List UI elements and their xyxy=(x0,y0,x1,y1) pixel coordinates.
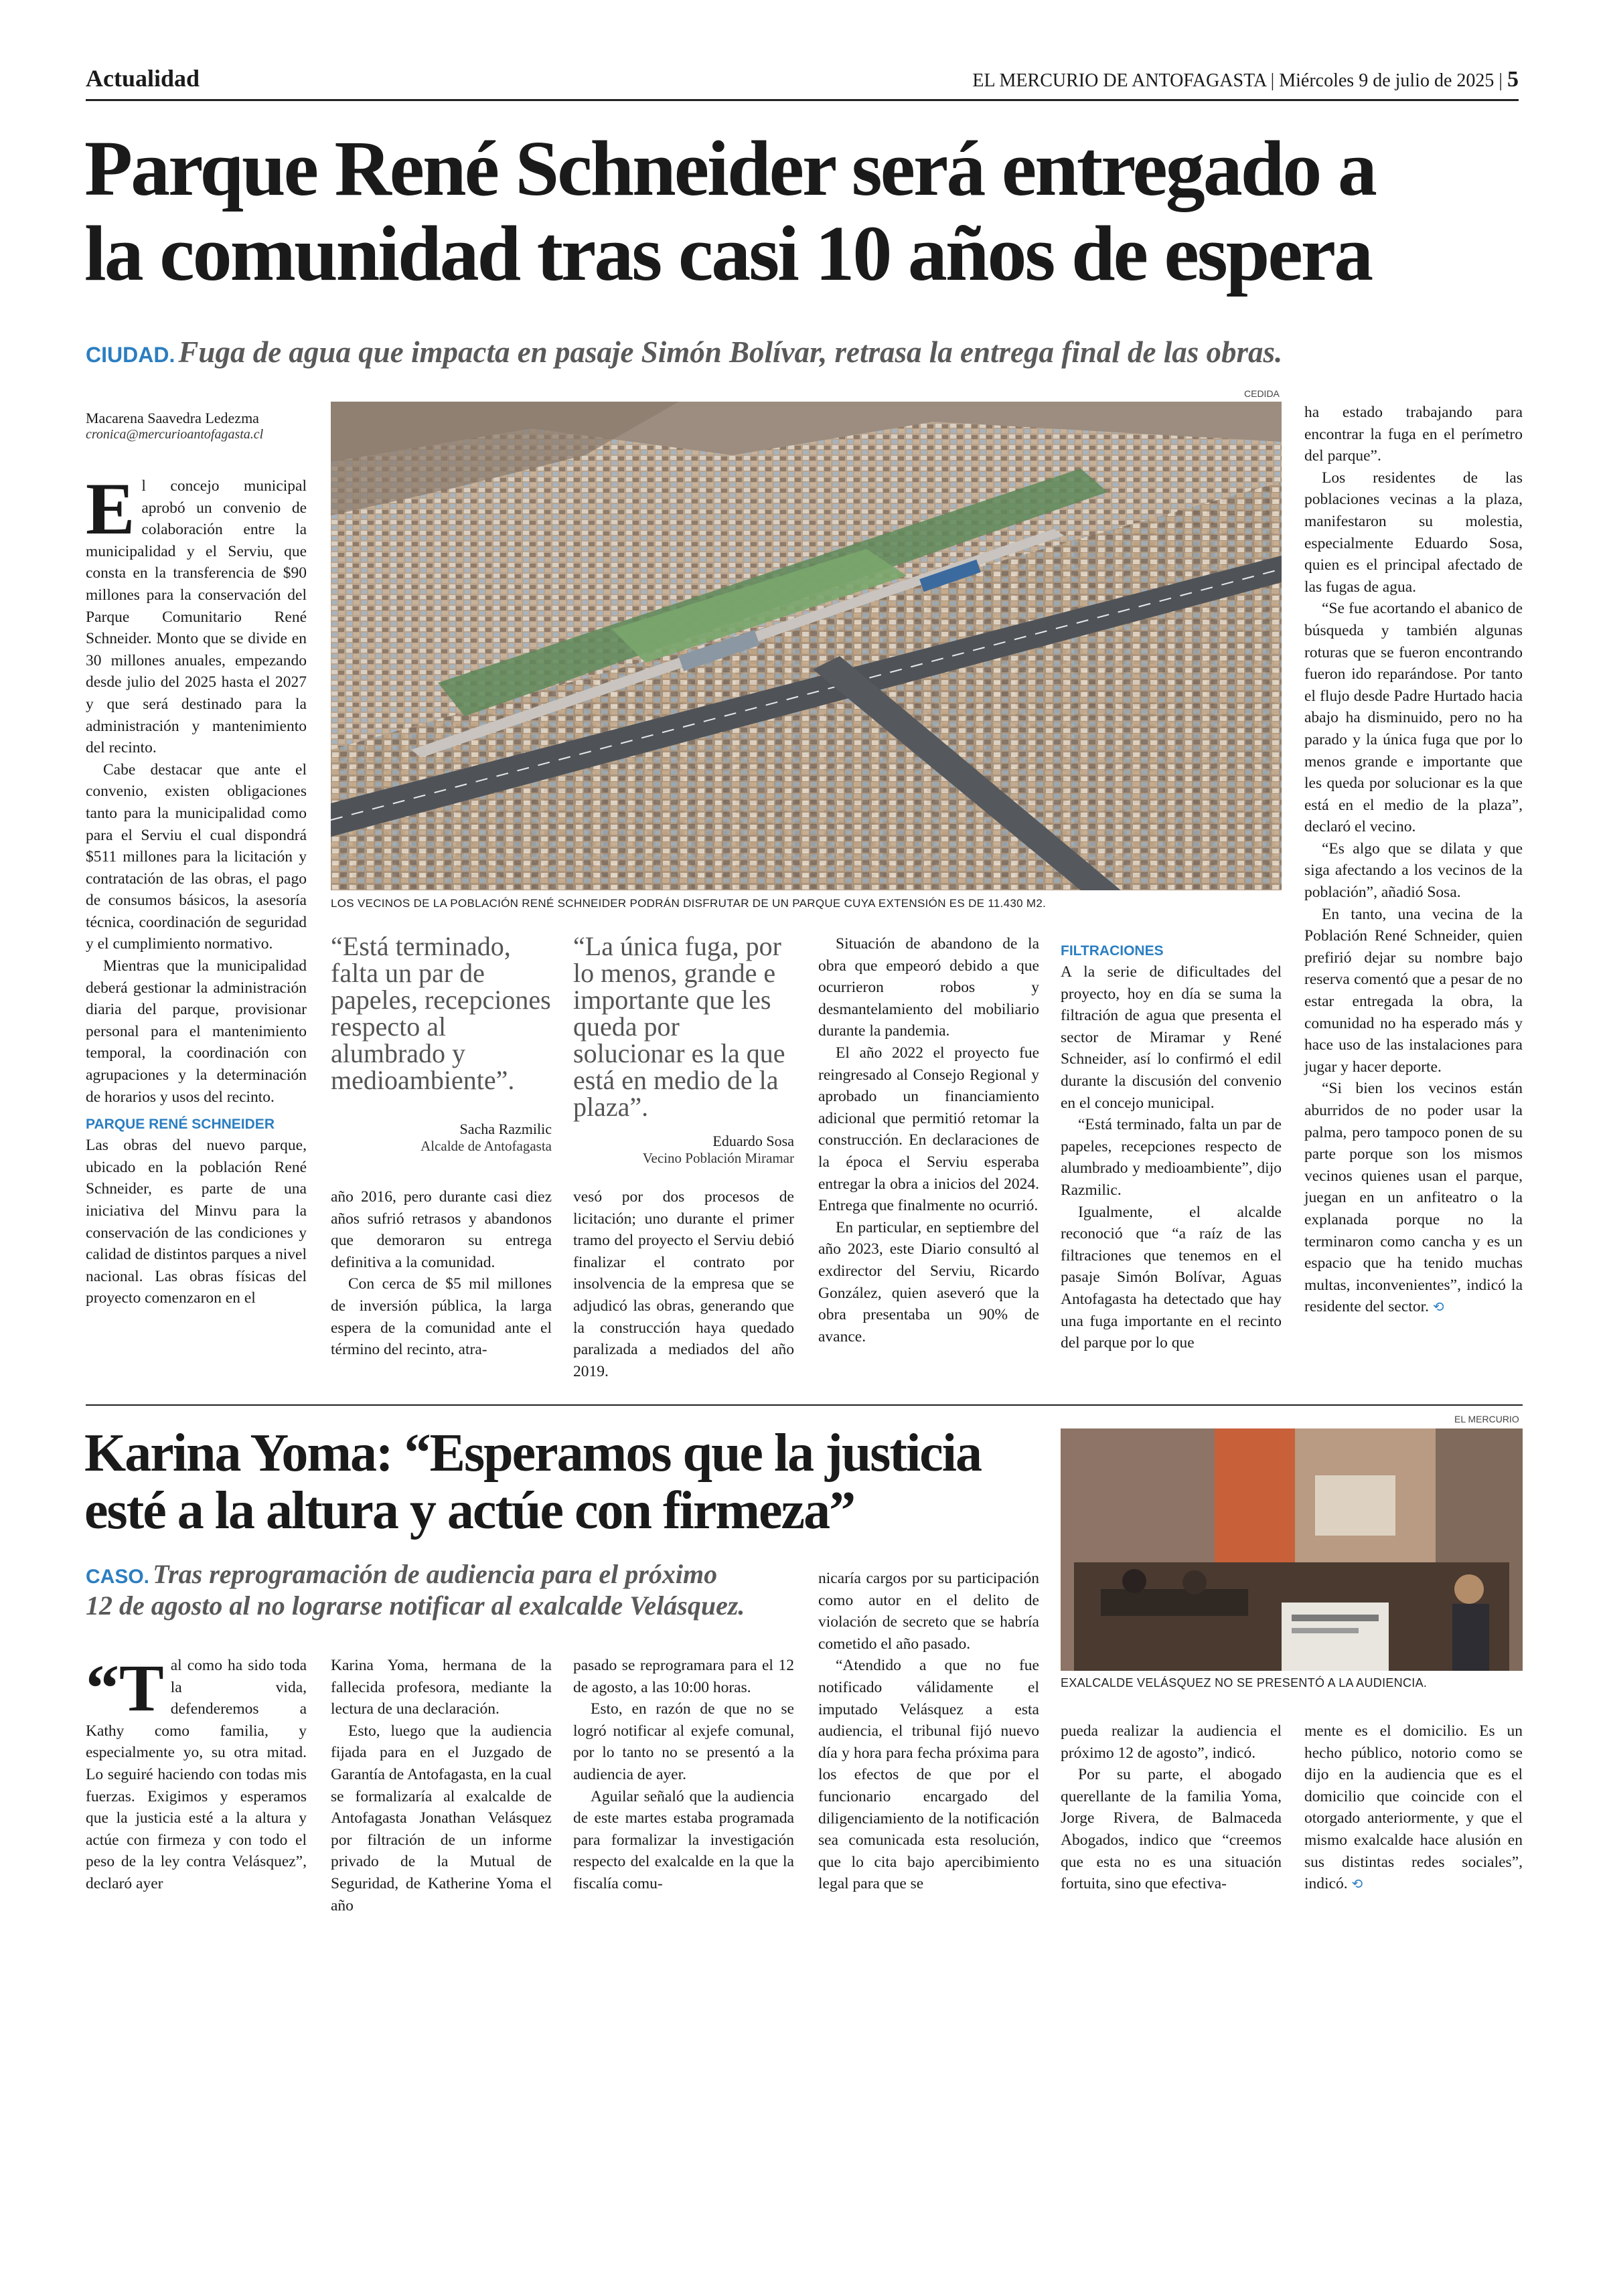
article1-title xyxy=(84,126,1531,297)
article2-title xyxy=(84,1424,1049,1540)
section-heading-filtraciones: FILTRACIONES xyxy=(1061,943,1164,959)
drop-cap: E xyxy=(86,468,135,550)
article1-col6-para-6 xyxy=(1304,1078,1523,1318)
article1-col5-para-3: Igualmente, el alcalde reconoció que “a raíz de las filtraciones que tenemos en el pasaje Simón Bolívar, Aguas Antofagasta ha detectado que hay una fuga importante en el recinto del parque por lo que xyxy=(1061,1203,1282,1352)
photo1-caption: LOS VECINOS DE LA POBLACIÓN RENÉ SCHNEIDER PODRÁN DISFRUTAR DE UN PARQUE CUYA EXTENSIÓN ES DE 11.430 M2. xyxy=(331,897,1047,910)
article2-para-1-text: al como ha sido toda la vida, defenderemos a Kathy como familia, y especialmente yo, su otra mitad. Lo seguiré haciendo con todas mis fuerzas. Exigimos y esperamos que la justicia esté a la altura y actúe con firmeza y con todo el peso de la ley contra Velásquez”, declaró ayer xyxy=(86,1657,307,1892)
article2-kicker: CASO. xyxy=(86,1566,150,1588)
article2-col3-para-3: Aguilar señaló que la audiencia de este martes estaba programada para formalizar la investigación respecto del exalcalde en la que la fiscalía comu- xyxy=(573,1787,794,1892)
article2-col3-para-2: Esto, en razón de que no se logró notificar al exjefe comunal, por lo tanto no se presentó a la audiencia de ayer. xyxy=(573,1700,794,1783)
end-mark-icon: ⟲ xyxy=(1432,1299,1444,1315)
byline xyxy=(86,410,313,442)
publication-name: EL MERCURIO DE ANTOFAGASTA xyxy=(972,70,1266,91)
header-rule xyxy=(86,99,1519,101)
article1-kicker: CIUDAD. xyxy=(86,343,175,367)
article1-col4-para-2: El año 2022 el proyecto fue reingresado al Consejo Regional y aprobado un financiamiento adicional que permitió retomar la construcción. En declaraciones de la época el Serviu esperaba entregar la obra a inicios del 2024. Entrega que finalmente no ocurrió. xyxy=(818,1044,1039,1215)
article1-col6-para-4: “Es algo que se dilata y que siga afectando a los vecinos de la población”, añadió Sosa. xyxy=(1304,839,1523,902)
article1-subtitle xyxy=(86,335,1532,370)
author-email: cronica@mercurioantofagasta.cl xyxy=(86,427,264,442)
article1-para-4: Las obras del nuevo parque, ubicado en la población René Schneider, es parte de una iniciativa del Minvu para la conservación de las condiciones y calidad de distintos parques a nivel nacional. Las obras físicas del proyecto comenzaron en el xyxy=(86,1137,307,1307)
article1-col2-para-1: año 2016, pero durante casi diez años sufrió retrasos y abandonos que demoraron su entrega definitiva a la comunidad. xyxy=(331,1188,552,1271)
article1-col5-para-2: “Está terminado, falta un par de papeles, recepciones respecto de alumbrado y medioambiente”, dijo Razmilic. xyxy=(1061,1116,1282,1199)
article2-column-2 xyxy=(331,1655,552,1916)
aerial-photo-illustration xyxy=(331,402,1282,890)
courtroom-photo xyxy=(1061,1428,1523,1671)
article1-col6-para-2: Los residentes de las poblaciones vecinas a la plaza, manifestaron su molestia, especialmente Eduardo Sosa, quien es el principal afectado de las fugas de agua. xyxy=(1304,469,1523,596)
end-mark-icon: ⟲ xyxy=(1351,1876,1363,1892)
section-heading-parque: PARQUE RENÉ SCHNEIDER xyxy=(86,1117,275,1133)
article2-col5-para-2: Por su parte, el abogado querellante de la familia Yoma, Jorge Rivera, de Balmaceda Abogados, indico que “creemos que esta no es una situación fortuita, sino que efectiva- xyxy=(1061,1766,1282,1893)
article1-col5-para-1: A la serie de dificultades del proyecto, hoy en día se suma la filtración de agua que presenta el sector de Miramar y René Schneider, así lo confirmó el edil durante la discusión del convenio en el concejo municipal. xyxy=(1061,963,1282,1112)
article1-subtitle-text: Fuga de agua que impacta en pasaje Simón Bolívar, retrasa la entrega final de las obras. xyxy=(178,335,1283,369)
article1-para-2: Cabe destacar que ante el convenio, existen obligaciones tanto para la municipalidad como para el Serviu el cual dispondrá $511 millones para la licitación y contratación de las obras, el pago de consumos básicos, la asesoría técnica, coordinación de seguridad y el cumplimiento normativo. xyxy=(86,760,307,953)
photo2-caption: EXALCALDE VELÁSQUEZ NO SE PRESENTÓ A LA AUDIENCIA. xyxy=(1061,1676,1428,1690)
article1-column-4 xyxy=(818,933,1039,1347)
article2-col2-para-2: Esto, luego que la audiencia fijada para en el Juzgado de Garantía de Antofagasta, en la cual se formalizaría al exalcalde de Antofagasta Jonathan Velásquez por filtración de un informe privado de la Mutual de Seguridad, de Katherine Yoma el año xyxy=(331,1722,552,1914)
article2-column-1 xyxy=(86,1651,307,1895)
article1-column-5 xyxy=(1061,941,1282,1354)
photo1-credit: CEDIDA xyxy=(1244,388,1280,399)
courtroom-photo-illustration xyxy=(1061,1428,1523,1671)
article1-col4-para-1: Situación de abandono de la obra que empeoró debido a que ocurrieron robos y desmantelamiento del mobiliario durante la pandemia. xyxy=(818,935,1039,1040)
article2-column-3 xyxy=(573,1655,794,1895)
article1-col4-para-3: En particular, en septiembre del año 2023, este Diario consultó al exdirector del Serviu, Ricardo González, quien aseveró que la obra presentaba un 90% de avance. xyxy=(818,1218,1039,1345)
article2-col5-para-1: pueda realizar la audiencia el próximo 12 de agosto”, indicó. xyxy=(1061,1722,1282,1762)
article2-subtitle xyxy=(86,1558,809,1621)
quote-1-author: Sacha Razmilic xyxy=(459,1121,552,1137)
article2-para-1 xyxy=(86,1651,307,1895)
article2-col4-para-1: nicaría cargos por su participación como autor en el delito de violación de secreto que se habría cometido el año pasado. xyxy=(818,1570,1039,1653)
photo2-credit: EL MERCURIO xyxy=(1454,1414,1519,1424)
article2-column-5 xyxy=(1061,1720,1282,1895)
article2-subtitle-text-2: 12 de agosto al no lograrse notificar al exalcalde Velásquez. xyxy=(86,1590,745,1621)
article1-para-3: Mientras que la municipalidad deberá gestionar la administración diaria del parque, provisionar personal para el mantenimiento temporal, la coordinación con agrupaciones y la determinación de horarios y usos del recinto. xyxy=(86,957,307,1106)
quote-1-role: Alcalde de Antofagasta xyxy=(420,1138,552,1154)
article1-para-1 xyxy=(86,468,307,759)
article1-title-line1: Parque René Schneider será entregado a xyxy=(84,125,1375,212)
article2-subtitle-text-1: Tras reprogramación de audiencia para el próximo xyxy=(153,1559,718,1589)
article1-col6-para-6-text: “Si bien los vecinos están aburridos de no poder usar la palma, pero tampoco ponen de su parte porque son los mismos vecinos quienes usan el parque, juegan en un anfiteatro o la explanada porque no la terminaron como cancha y es un espacio que ha tenido muchas multas, inconvenientes”, indicó la residente del sector. xyxy=(1304,1080,1523,1316)
section-label: Actualidad xyxy=(86,65,200,92)
article-divider xyxy=(86,1404,1523,1406)
article1-col6-para-3: “Se fue acortando el abanico de búsqueda y también algunas roturas que se fueron encontrando fueron ido reparándose. Por tanto el flujo desde Padre Hurtado hacia abajo ha disminuido, pero no ha parado y la única fuga que por lo menos grande e importante que les queda por solucionar es la que está en el medio de la plaza”, declaró el vecino. xyxy=(1304,600,1523,836)
article2-title-line2: esté a la altura y actúe con firmeza” xyxy=(84,1481,855,1541)
quote-1-text: “Está terminado, falta un par de papeles, recepciones respecto al alumbrado y medioambiente”. xyxy=(331,931,551,1095)
article2-title-line1: Karina Yoma: “Esperamos que la justicia xyxy=(84,1424,982,1483)
article2-column-6 xyxy=(1304,1720,1523,1895)
quote-2-author: Eduardo Sosa xyxy=(712,1133,794,1149)
article1-col6-para-1: ha estado trabajando para encontrar la fuga en el perímetro del parque”. xyxy=(1304,404,1523,465)
publication-date: Miércoles 9 de julio de 2025 xyxy=(1279,70,1495,91)
pull-quote-2 xyxy=(573,933,794,1167)
article1-column-1 xyxy=(86,468,307,1309)
article1-column-2 xyxy=(331,1186,552,1361)
article2-col6-para-1 xyxy=(1304,1720,1523,1895)
page-number: 5 xyxy=(1507,67,1519,92)
article1-title-line2: la comunidad tras casi 10 años de espera xyxy=(84,210,1372,298)
article2-subtitle-line1 xyxy=(86,1558,809,1590)
author-name: Macarena Saavedra Ledezma xyxy=(86,410,259,426)
article1-column-6 xyxy=(1304,402,1523,1318)
article1-para-1-text: l concejo municipal aprobó un convenio de colaboración entre la municipalidad y el Serviu, que consta en la transferencia de $90 millones para la conservación del Parque Comunitario René Schneider. Monto que se divide en 30 millones anuales, empezando desde julio del 2025 hasta el 2027 y que será destinado para la administración y mantenimiento del recinto. xyxy=(86,477,307,757)
article2-col6-para-1-text: mente es el domicilio. Es un hecho público, notorio como se dijo en la audiencia que es el domicilio que coincide con el otorgado anteriormente, y que el mismo exalcalde hace alusión en sus distintas redes sociales”, indicó. xyxy=(1304,1722,1523,1893)
pull-quote-1 xyxy=(331,933,552,1155)
article2-drop-cap: “T xyxy=(86,1651,164,1725)
article2-col3-para-1: pasado se reprogramara para el 12 de agosto, a las 10:00 horas. xyxy=(573,1657,794,1696)
article2-column-4 xyxy=(818,1568,1039,1895)
publication-info: EL MERCURIO DE ANTOFAGASTA | Miércoles 9 de julio de 2025 | 5 xyxy=(972,67,1519,92)
quote-2-role: Vecino Población Miramar xyxy=(642,1150,794,1166)
article1-col2-para-2: Con cerca de $5 mil millones de inversión pública, la larga espera de la comunidad ante el término del recinto, atra- xyxy=(331,1275,552,1359)
aerial-photo xyxy=(331,402,1282,890)
article2-col2-para-1: Karina Yoma, hermana de la fallecida profesora, mediante la lectura de una declaración. xyxy=(331,1657,552,1718)
article1-column-3 xyxy=(573,1186,794,1382)
article1-col3-para-1: vesó por dos procesos de licitación; uno durante el primer tramo del proyecto el Serviu debió finalizar el contrato por insolvencia de la empresa que se adjudicó las obras, generando que la construcción haya quedado paralizada a mediados del año 2019. xyxy=(573,1188,794,1380)
quote-2-text: “La única fuga, por lo menos, grande e importante que les queda por solucionar es la que está en medio de la plaza”. xyxy=(573,931,785,1122)
article1-col6-para-5: En tanto, una vecina de la Población René Schneider, quien prefirió dejar su nombre bajo reserva comentó que a pesar de no estar entregada la obra, la comunidad no ha esperado más y hace uso de las instalaciones para jugar y hacer deporte. xyxy=(1304,905,1523,1076)
article2-col4-para-2: “Atendido a que no fue notificado válidamente el imputado Velásquez a esta audiencia, el tribunal fijó nuevo día y hora para fecha próxima para los efectos de que por el funcionario encargado del diligenciamiento de la notificación sea comunicada esta resolución, que lo cita bajo apercibimiento legal para que se xyxy=(818,1657,1039,1893)
article2-drop-cap-letter: T xyxy=(119,1651,164,1725)
